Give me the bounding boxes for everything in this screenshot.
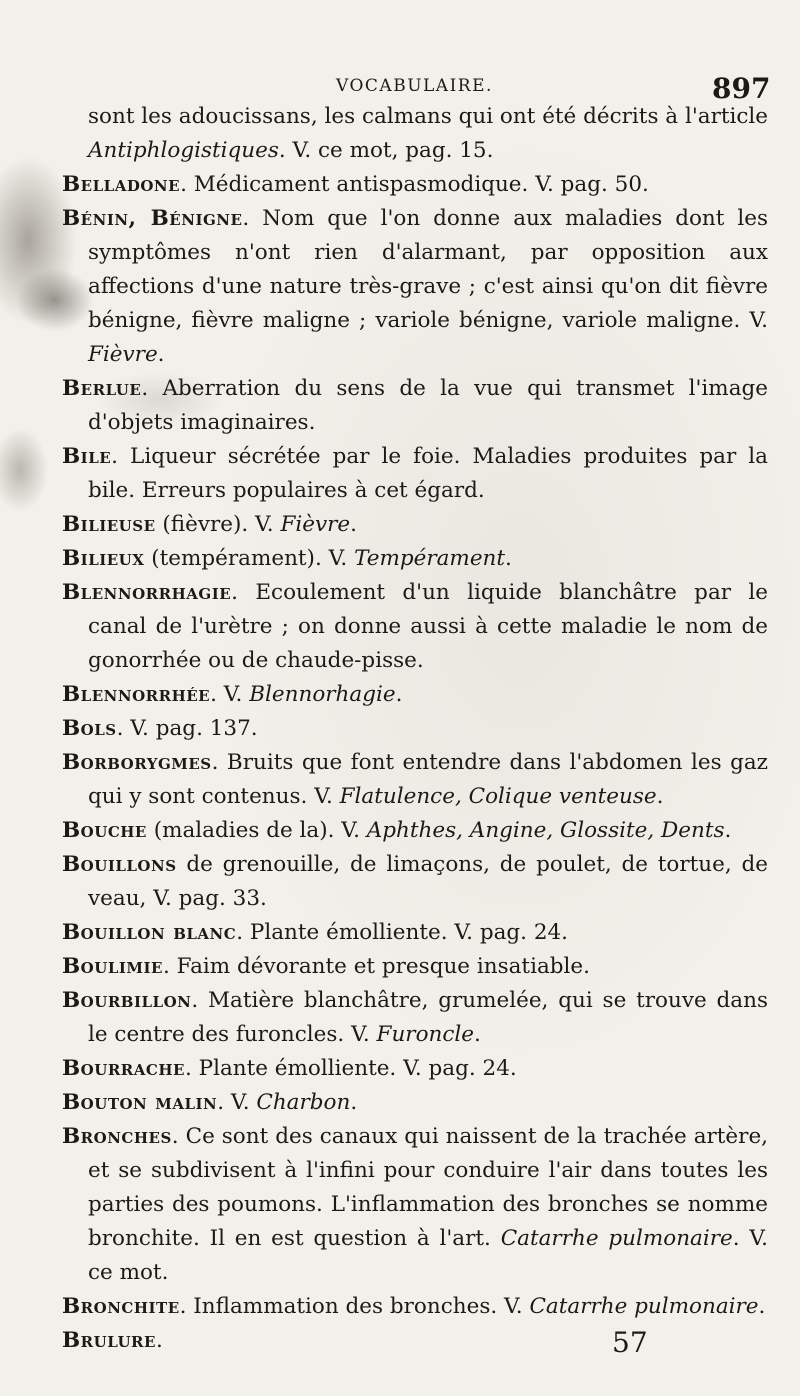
entry-definition: (tempérament). V. [144,546,355,571]
vocabulary-entry [62,1324,768,1358]
page-number: 897 [712,72,771,105]
lead-rest: . V. ce mot, pag. 15. [278,138,494,163]
entry-suffix: . V. ce mot. [88,1226,768,1285]
vocabulary-entry [62,508,768,542]
continued-entry [62,100,768,168]
vocabulary-entry [62,712,768,746]
entry-suffix: . [758,1294,766,1319]
entry-term: Bile [62,444,112,469]
entry-definition: . Matière blanchâtre, grumelée, qui se trouve dans le centre des furoncles. V. [88,988,768,1047]
entry-definition: . Inflammation des bronches. V. [179,1294,530,1319]
vocabulary-entry [62,746,768,814]
entry-definition: . Plante émolliente. V. pag. 24. [236,920,569,945]
vocabulary-entry [62,814,768,848]
entry-cross-reference: Furoncle [376,1022,475,1047]
entry-definition: . Plante émolliente. V. pag. 24. [184,1056,517,1081]
vocabulary-entry [62,848,768,916]
entry-cross-reference: Tempérament [354,546,506,571]
entry-cross-reference: Blennorhagie [249,682,396,707]
entry-cross-reference: Catarrhe pulmonaire [529,1294,759,1319]
entry-suffix: . [350,1090,358,1115]
entry-term: Bourbillon [62,988,192,1013]
entry-term: Bénin, Bénigne [62,206,243,231]
entry-term: Bouche [62,818,147,843]
entry-term: Brulure [62,1328,156,1353]
entry-term: Bols [62,716,117,741]
entry-suffix: . [350,512,357,537]
entry-definition: . V. [210,682,250,707]
vocabulary-entry [62,168,768,202]
entry-cross-reference: Fièvre [280,512,351,537]
entry-definition: . Faim dévorante et presque insatiable. [162,954,590,979]
vocabulary-entry [62,916,768,950]
entry-term: Bouillons [62,852,177,877]
vocabulary-text [62,100,768,1358]
lead-reference: Antiphlogistiques [88,138,279,163]
entry-term: Belladone [62,172,181,197]
entry-term: Bilieuse [62,512,156,537]
entry-cross-reference: Flatulence, Colique venteuse [339,784,657,809]
entry-definition: . V. pag. 137. [116,716,258,741]
entry-term: Bronchite [62,1294,180,1319]
entry-definition: . Bruits que font entendre dans l'abdomen les gaz qui y sont contenus. V. [88,750,768,809]
entry-definition: (fièvre). V. [155,512,281,537]
vocabulary-entry [62,542,768,576]
entry-cross-reference: Charbon [256,1090,351,1115]
vocabulary-entry [62,372,768,440]
entry-definition: . Nom que l'on donne aux maladies dont les symptômes n'ont rien d'alarmant, par opposition aux affections d'une nature très-grave ; c'est ainsi qu'on dit fièvre bénigne, fièvre maligne ; variole bénigne, variole maligne. V. [88,206,768,333]
entry-suffix: . [724,818,732,843]
entry-suffix: . [474,1022,481,1047]
entry-definition: (maladies de la). V. [146,818,367,843]
vocabulary-entry [62,950,768,984]
entry-definition: de grenouille, de limaçons, de poulet, de tortue, de veau, V. pag. 33. [88,852,768,911]
entry-suffix: . [656,784,664,809]
entry-definition: . Liqueur sécrétée par le foie. Maladies produites par la bile. Erreurs populaires à cet égard. [88,444,768,503]
entry-definition: . Ce sont des canaux qui naissent de la trachée artère, et se subdivisent à l'infini pour conduire l'air dans toutes les parties des poumons. L'inflammation des bronches se nomme bronchite. Il en est question à l'art. [88,1124,768,1251]
entry-definition: . V. [217,1090,257,1115]
entry-term: Bilieux [62,546,145,571]
vocabulary-entry [62,440,768,508]
entry-term: Borborygmes [62,750,212,775]
entry-term: Blennorrhée [62,682,211,707]
entry-suffix: . [395,682,403,707]
entry-cross-reference: Aphthes, Angine, Glossite, Dents [366,818,725,843]
entry-term: Boulimie [62,954,163,979]
entry-definition: . [155,1328,163,1353]
entry-suffix: . [505,546,512,571]
running-title: VOCABULAIRE. [336,76,493,96]
vocabulary-entry [62,1120,768,1290]
entry-cross-reference: Catarrhe pulmonaire [500,1226,733,1251]
entry-definition: . Médicament antispasmodique. V. pag. 50. [180,172,649,197]
entry-definition: . Aberration du sens de la vue qui transmet l'image d'objets imaginaires. [88,376,768,435]
vocabulary-entry [62,202,768,372]
vocabulary-entry [62,984,768,1052]
vocabulary-entry [62,1290,768,1324]
entry-term: Bouillon blanc [62,920,237,945]
entry-suffix: . [157,342,165,367]
entry-term: Blennorrhagie [62,580,232,605]
vocabulary-entry [62,1052,768,1086]
entry-term: Bourrache [62,1056,185,1081]
vocabulary-entry [62,1086,768,1120]
vocabulary-entry [62,678,768,712]
lead-text: sont les adoucissans, les calmans qui ont été décrits à l'article [88,104,769,129]
signature-mark: 57 [612,1326,648,1359]
vocabulary-entry [62,576,768,678]
entry-term: Berlue [62,376,142,401]
entry-list [62,168,768,1358]
entry-cross-reference: Fièvre [88,342,158,367]
entry-definition: . Ecoulement d'un liquide blanchâtre par le canal de l'urètre ; on donne aussi à cette maladie le nom de gonorrhée ou de chaude-pisse. [88,580,768,673]
entry-term: Bronches [62,1124,172,1149]
entry-term: Bouton malin [62,1090,218,1115]
